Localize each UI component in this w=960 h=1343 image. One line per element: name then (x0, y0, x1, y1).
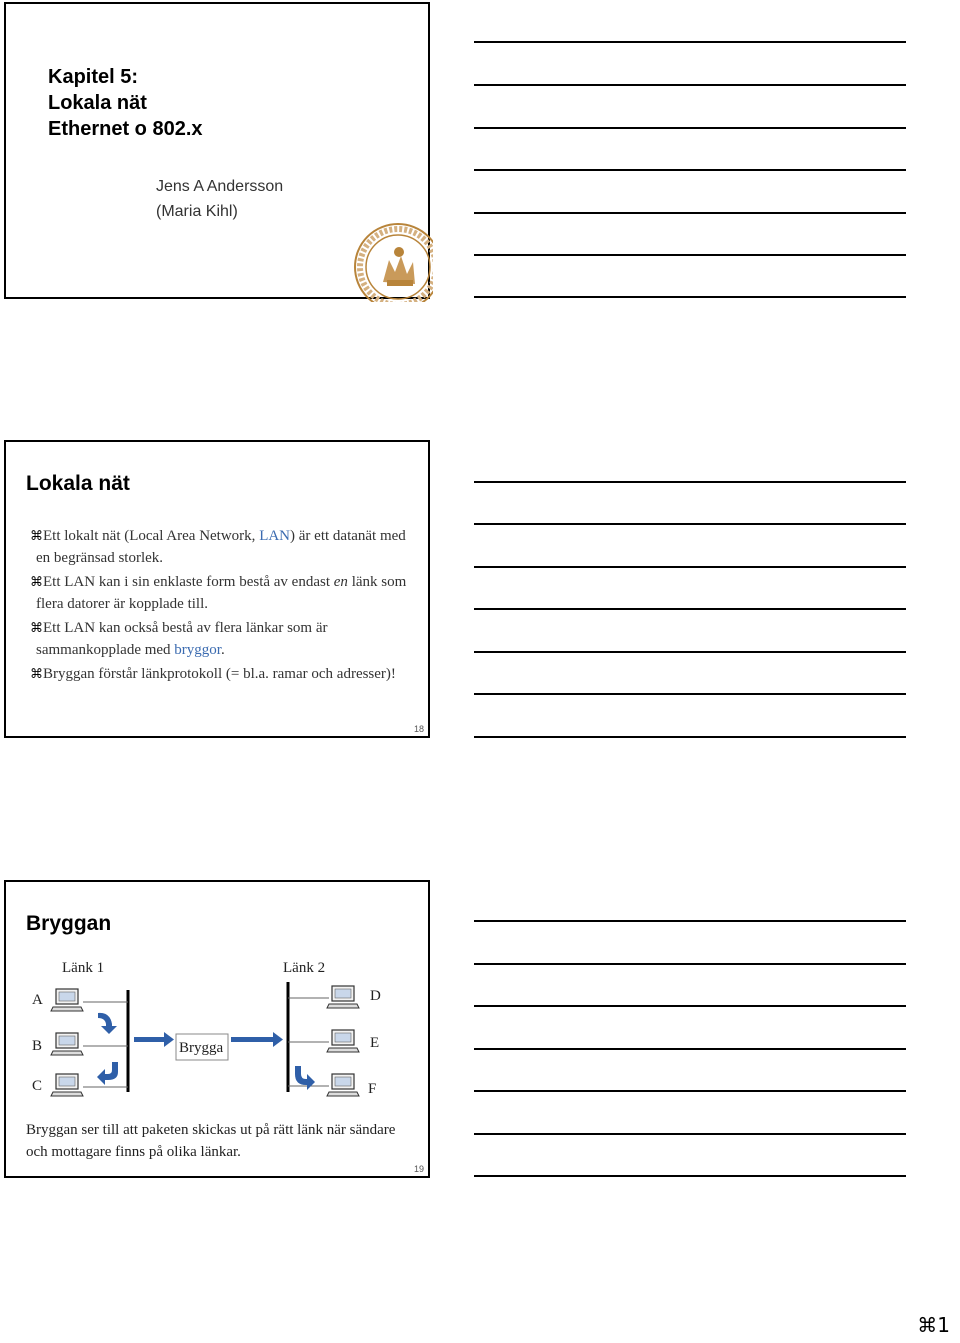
computer-c-icon (51, 1074, 83, 1096)
title-line-1: Kapitel 5: (48, 66, 139, 88)
note-line (474, 1005, 906, 1007)
note-line (474, 566, 906, 568)
computer-b-icon (51, 1033, 83, 1055)
title-line-3: Ethernet o 802.x (48, 118, 203, 140)
link2-label: Länk 2 (283, 960, 326, 976)
command-icon: ⌘ (30, 667, 43, 682)
bullet-item (30, 664, 410, 686)
arrow-right-icon (134, 1032, 174, 1047)
page-number: 19 (413, 1164, 424, 1174)
note-line (474, 481, 906, 483)
bullet-text: länk som flera datorer är kopplade till. (36, 574, 407, 612)
note-line (474, 1048, 906, 1050)
note-line (474, 920, 906, 922)
note-line (474, 41, 906, 43)
bullet-text: ) är ett datanät med en begränsad storlek. (36, 528, 406, 566)
lan-term: LAN (259, 528, 291, 544)
bridge-label: Brygga (179, 1040, 224, 1056)
command-icon: ⌘ (30, 621, 43, 636)
curved-arrow-up-icon (97, 1062, 118, 1085)
emphasis-en: en (333, 574, 348, 590)
university-seal-logo (353, 222, 433, 302)
page-footer (917, 1313, 950, 1337)
bullet-text: Ett lokalt nät (Local Area Network, (43, 528, 260, 544)
computer-a-icon (51, 989, 83, 1011)
computer-f-icon (327, 1074, 359, 1096)
bullet-text: . (220, 641, 225, 658)
note-line (474, 127, 906, 129)
bridge-diagram (26, 960, 416, 1110)
bullet-item (30, 526, 410, 569)
computer-d-icon (327, 986, 359, 1008)
note-line (474, 693, 906, 695)
link1-label: Länk 1 (62, 960, 105, 976)
note-line (474, 254, 906, 256)
note-line (474, 1090, 906, 1092)
node-f-label: F (368, 1081, 377, 1097)
curved-arrow-down-icon (98, 1013, 117, 1034)
bullet-text: Ett LAN kan i sin enklaste form bestå av endast (43, 574, 334, 590)
bullet-text: Ett LAN kan också bestå av flera länkar som är sammankopplade med (36, 620, 328, 658)
slide-heading: Bryggan (26, 912, 112, 935)
command-icon: ⌘ (30, 529, 43, 544)
computer-e-icon (327, 1030, 359, 1052)
page-number: 18 (413, 724, 424, 734)
note-line (474, 296, 906, 298)
bryggor-term: bryggor (174, 641, 221, 658)
note-line (474, 608, 906, 610)
slide-lokala-nat (4, 440, 430, 738)
footer-page-number: 1 (937, 1313, 950, 1337)
note-line (474, 963, 906, 965)
slide-heading: Lokala nät (26, 472, 130, 495)
author-coauthor: (Maria Kihl) (156, 203, 238, 220)
arrow-right-icon (231, 1032, 283, 1047)
slide-title-heading (48, 64, 203, 142)
slide-title (4, 2, 430, 299)
bullet-list (30, 526, 410, 689)
author-block (156, 174, 283, 224)
note-line (474, 1175, 906, 1177)
title-line-2: Lokala nät (48, 92, 147, 114)
command-icon: ⌘ (30, 575, 43, 590)
bullet-item (30, 572, 410, 615)
note-line (474, 651, 906, 653)
bullet-item (30, 618, 410, 661)
note-line (474, 169, 906, 171)
bullet-text: Bryggan förstår länkprotokoll (= bl.a. ramar och adresser)! (43, 666, 396, 682)
author-name: Jens A Andersson (156, 178, 284, 195)
slide-bryggan (4, 880, 430, 1178)
note-line (474, 523, 906, 525)
command-icon: ⌘ (917, 1313, 938, 1337)
note-line (474, 1133, 906, 1135)
node-d-label: D (370, 988, 381, 1004)
note-line (474, 212, 906, 214)
node-c-label: C (32, 1078, 43, 1094)
note-line (474, 736, 906, 738)
caption: Bryggan ser till att paketen skickas ut på rätt länk när sändare och mottagare finns på olika länkar. (26, 1122, 396, 1160)
node-b-label: B (32, 1038, 43, 1054)
node-e-label: E (370, 1035, 380, 1051)
note-line (474, 84, 906, 86)
node-a-label: A (32, 992, 43, 1008)
